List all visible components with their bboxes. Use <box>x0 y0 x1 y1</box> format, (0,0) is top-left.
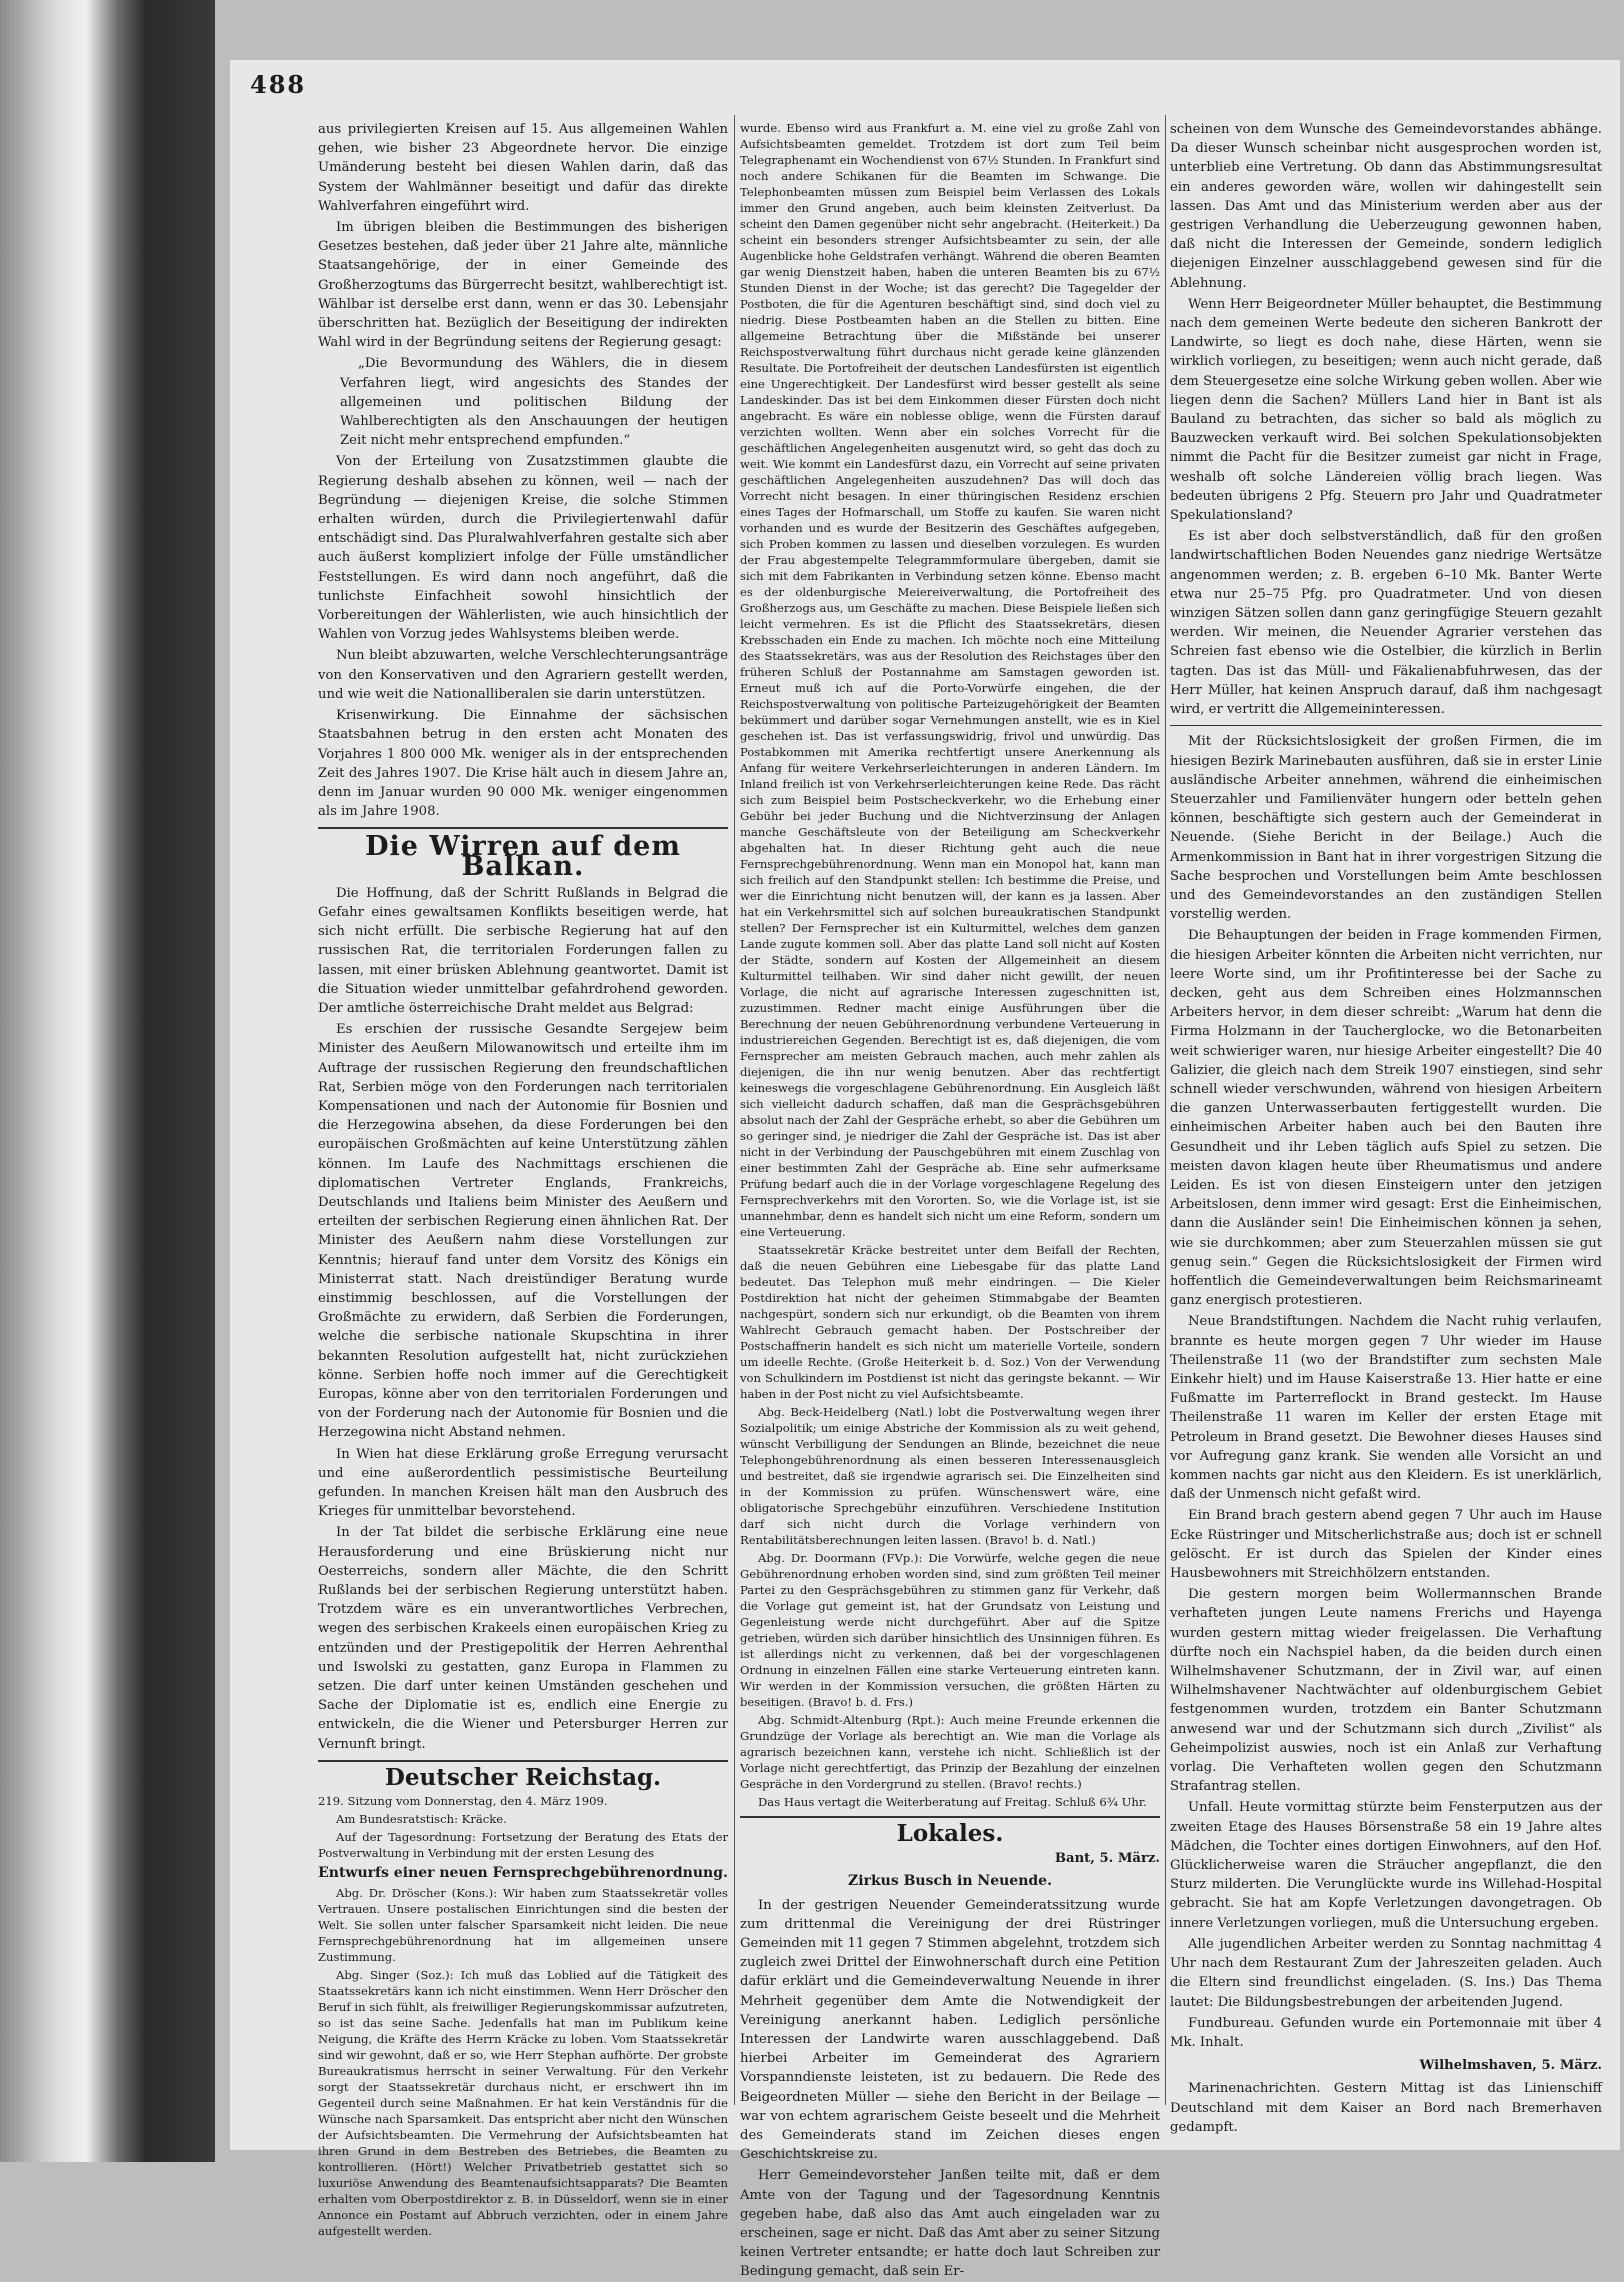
paragraph: Neue Brandstiftungen. Nachdem die Nacht ruhig verlaufen, brannte es heute morgen gegen 7 Uhr wieder im Hause Theilenstraße 11 (wo der Brandstifter zum sechsten Male Einkehr hielt) und im Hause Kaiserstraße 13. Hier hatte er eine Fußmatte im Parterreflockt in Brand gesteckt. Im Hause Theilenstraße 11 waren im Keller der ersten Etage mit Petroleum in Brand gesetzt. Die Bewohner dieses Hauses sind vor Aufregung ganz krank. Sie wenden alle Vorsicht an und kommen nachts gar nicht aus den Kleidern. Es ist unerklärlich, daß der Unmensch nicht gefaßt wird. <box>1170 1314 1602 1503</box>
paragraph: Alle jugendlichen Arbeiter werden zu Sonntag nachmittag 4 Uhr nach dem Restaurant Zum der Jahreszeiten geladen. Auch die Eltern sind freundlichst eingeladen. (S. Ins.) Das Thema lautet: Die Bildungsbestrebungen der arbeitenden Jugend. <box>1170 1936 1602 2010</box>
paragraph: Die gestern morgen beim Wollermannschen Brande verhafteten jungen Leute namens Frerichs und Hayenga wurden gestern mittag wieder freigelassen. Die Verhaftung dürfte noch ein Nachspiel haben, da die beiden durch einen Wilhelmshavener Schutzmann, der in Zivil war, auf einen Wilhelmshavener Nachtwächter auf oldenburgischem Gebiet festgenommen wurden, trotzdem ein Banter Schutzmann anwesend war und der Schutzmann sich durch „Zivilist“ als Geheimpolizist auswies, noch ist ein Anlaß zur Verhaftung vorlag. Die Verhafteten wollen gegen den Schutzmann Strafantrag stellen. <box>1170 1587 1602 1795</box>
quotation: „Die Bevormundung des Wählers, die in diesem Verfahren liegt, wird angesichts des Standes der allgemeinen und politischen Bildung der Wahlberechtigten als den Anschauungen der heutigen Zeit nicht mehr entsprechend empfunden.“ <box>340 356 728 449</box>
paragraph: aus privilegierten Kreisen auf 15. Aus allgemeinen Wahlen gehen, wie bisher 23 Abgeordnete hervor. Die einzige Umänderung besteht bei diesen Wahlen darin, daß das System der Wahlmänner beseitigt und dafür das direkte Wahlverfahren eingeführt wird. <box>318 122 728 214</box>
headline-balkan: Die Wirren auf dem Balkan. <box>365 831 681 882</box>
paragraph: Unfall. Heute vormittag stürzte beim Fensterputzen aus der zweiten Etage des Hauses Börsenstraße 58 ein 19 Jahre altes Mädchen, die Tochter eines dortigen Einwohners, auf den Hof. Glücklicherweise waren die Sträucher angepflanzt, die den Sturz milderten. Die Verunglückte wurde ins Willehad-Hospital gebracht. Sie hat am Kopfe Verletzungen davongetragen. Ob innere Verletzungen vorliegen, muß die Untersuchung ergeben. <box>1170 1800 1602 1931</box>
paragraph: Es ist aber doch selbstverständlich, daß für den großen landwirtschaftlichen Boden Neuendes ganz niedrige Wertsätze angenommen werden; z. B. ergeben 6–10 Mk. Banter Werte etwa nur 25–75 Pfg. pro Quadratmeter. Und von diesen winzigen Sätzen sollen dann ganz geringfügige Steuern gezahlt werden. Wir meinen, die Neuender Agrarier verstehen das Schreien fast ebenso wie die Ostelbier, die kürzlich in Berlin tagten. Das ist das Müll- und Fäkalienabfuhrwesen, das der Herr Müller, hat keinen Anspruch darauf, daß ihm nachgesagt wird, er vertritt die Allgemeininteressen. <box>1170 529 1602 718</box>
paragraph: In Wien hat diese Erklärung große Erregung verursacht und eine außerordentlich pessimistische Beurteilung gefunden. In manchen Kreisen hält man den Ausbruch des Krieges für unmittelbar bevorstehend. <box>318 1446 728 1520</box>
column-3 <box>1170 120 1602 2135</box>
paragraph: Von der Erteilung von Zusatzstimmen glaubte die Regierung deshalb absehen zu können, weil — nach der Begründung — diejenigen Kreise, die solche Stimmen erhalten würden, durch die Privilegiertenwahl dafür entschädigt sind. Das Pluralwahlverfahren gestalte sich aber auch äußerst kompliziert infolge der Fülle umständlicher Feststellungen. Es wird dann noch angeführt, daß die tunlichste Einfachheit sowohl hinsichtlich der Vorbereitungen der Wählerlisten, wie auch hinsichtlich der Wahlen von Vorzug jedes Wahlsystems bleiben werde. <box>318 454 728 643</box>
paragraph: Marinenachrichten. Gestern Mittag ist das Linienschiff Deutschland mit dem Kaiser an Bord nach Bremerhaven gedampft. <box>1170 2081 1602 2135</box>
section-divider <box>318 827 728 829</box>
paragraph: Herr Gemeindevorsteher Janßen teilte mit, daß er dem Amte von der Tagung und der Tagesordnung Kenntnis gegeben habe, daß also das Amt auch eingeladen war zu erscheinen, sage er nicht. Daß das Amt aber zu seiner Sitzung keinen Vertreter entsandte; er hatte doch laut Schreiben zur Bedingung gemacht, daß sein Er- <box>740 2168 1160 2280</box>
session-line: 219. Sitzung vom Donnerstag, den 4. März 1909. <box>318 1794 608 1809</box>
paragraph: Die Behauptungen der beiden in Frage kommenden Firmen, die hiesigen Arbeiter könnten die Arbeiten nicht verrichten, nur leere Worte sind, um ihr Profitinteresse bei der Sache zu decken, geht aus dem Schreiben eines Holzmannschen Arbeiters hervor, in dem dieser schreibt: „Warum hat denn die Firma Holzmann in der Taucherglocke, wo die Betonarbeiten weit schwieriger waren, nur hiesige Arbeiter eingestellt? Die 40 Galizier, die gleich nach dem Streik 1907 einstiegen, sind sehr schnell wieder verschwunden, während von hiesigen Arbeitern die ganzen Unterwasserbauten fertiggestellt wurden. Die einheimischen Arbeiter haben auch bei den Bauten ihre Gesundheit und ihr Leben täglich aufs Spiel zu setzen. Die meisten davon klagen heute über Rheumatismus und andere Leiden. Es ist von diesen Einsteigern unter den jetzigen Arbeitslosen, denn immer wird gesagt: Erst die Einheimischen, dann die Ausländer sein! Die Einheimischen können ja sehen, wie sie durchkommen; aber zum Steuerzahlen müssen sie gut genug sein.“ Gegen die Rücksichtslosigkeit der Firmen wird hoffentlich die Gemeindeverwaltungen beim Reichsmarineamt ganz energisch protestieren. <box>1170 928 1602 1309</box>
speech: Abg. Dr. Doormann (FVp.): Die Vorwürfe, welche gegen die neue Gebührenordnung erhoben worden sind, sind zum größten Teil meiner Partei zu den Gesprächsgebühren zu stimmen ganz für Verkehr, daß die Vorlage gut gemeint ist, hat der Grundsatz von Leistung und Gegenleistung werde nicht durchgeführt. Aber auf die Spitze getrieben, würden sich darüber hinsichtlich des Unsinnigen führen. Es ist allerdings nicht zu verkennen, daß bei der vorgeschlagenen Ordnung in einzelnen Fällen eine starke Verteuerung eintreten kann. Wir werden in der Kommission versuchen, die größten Härten zu beseitigen. (Bravo! b. d. Frs.) <box>740 1551 1160 1709</box>
paragraph: Mit der Rücksichtslosigkeit der großen Firmen, die im hiesigen Bezirk Marinebauten ausführen, daß sie in erster Linie ausländische Arbeiter annehmen, während die einheimischen Steuerzahler und Familienväter hungern oder betteln gehen können, beschäftigte sich gestern auch der Gemeinderat in Neuende. (Siehe Bericht in der Beilage.) Auch die Armenkommission in Bant hat in ihrer vorgestrigen Sitzung die Sache besprochen und Vorstellungen beim Amte beschlossen und des Gemeindevorstandes an den zuständigen Stellen vorstellig werden. <box>1170 734 1602 923</box>
paragraph: scheinen von dem Wunsche des Gemeindevorstandes abhänge. Da dieser Wunsch scheinbar nicht ausgesprochen worden ist, unterblieb eine Vertretung. Ob dann das Abstimmungsresultat ein anderes geworden wäre, wollen wir dahingestellt sein lassen. Das Amt und das Ministerium werden aber aus der gestrigen Verhandlung die Ueberzeugung gewonnen haben, daß nicht die Interessen der Gemeinde, sondern lediglich diejenigen Einzelner ausschlaggebend gewesen sind für die Ablehnung. <box>1170 122 1602 291</box>
closing-line: Das Haus vertagt die Weiterberatung auf Freitag. Schluß 6¾ Uhr. <box>758 1795 1147 1809</box>
section-divider <box>318 1760 728 1762</box>
paragraph: Die Hoffnung, daß der Schritt Rußlands in Belgrad die Gefahr eines gewaltsamen Konflikts beseitigen werde, hat sich nicht erfüllt. Die serbische Regierung hat auf den russischen Rat, die territorialen Forderungen fallen zu lassen, mit einer brüsken Ablehnung geantwortet. Damit ist die Situation wieder unmittelbar gefahrdrohend geworden. Der amtliche österreichische Draht meldet aus Belgrad: <box>318 885 728 1016</box>
column-rule <box>1165 115 1166 2105</box>
speech: Abg. Beck-Heidelberg (Natl.) lobt die Postverwaltung wegen ihrer Sozialpolitik; um einige Abstriche der Kommission als zu weit gehend, wünscht Verbilligung der Sendungen an Blinde, bezeichnet die neue Telephongebührenordnung als einen besseren Interessenausgleich und bestreitet, daß sie irgendwie agrarisch sei. Die Einzelheiten sind in der Kommission zu prüfen. Wünschenswert wäre, eine obligatorische Sprechgebühr einzuführen. Verschiedene Institution darf sich nicht durch die Vorlage verhindern von Rentabilitätsberechnungen leiten lassen. (Bravo! b. d. Natl.) <box>740 1405 1160 1547</box>
paragraph: Im übrigen bleiben die Bestimmungen des bisherigen Gesetzes bestehen, daß jeder über 21 Jahre alte, männliche Staatsangehörige, der in einer Gemeinde des Großherzogtums das Bürgerrecht besitzt, wahlberechtigt ist. Wählbar ist derselbe erst dann, wenn er das 30. Lebensjahr überschritten hat. Bezüglich der Beseitigung der indirekten Wahl wird in der Begründung seitens der Regierung gesagt: <box>318 220 728 351</box>
bundesrat-line: Am Bundesratstisch: Kräcke. <box>336 1812 507 1827</box>
speech: Staatssekretär Kräcke bestreitet unter dem Beifall der Rechten, daß die neuen Gebühren eine Liebesgabe für das platte Land bedeutet. Das Telephon muß mehr eindringen. — Die Kieler Postdirektion hat nicht der geheimen Stimmabgabe der Beamten nachgespürt, sondern sich nur erkundigt, ob die Beamten von ihrem Wahlrecht Gebrauch gemacht haben. Der Postschreiber der Postschaffnerin handelt es sich nicht um materielle Vorteile, sondern um ideelle Rechte. (Große Heiterkeit b. d. Soz.) Von der Verwendung von Schulkindern im Postdienst ist nicht das geringste bekannt. — Wir haben in der Post nicht zu viel Aufsichtsbeamte. <box>740 1243 1160 1401</box>
paragraph: Es erschien der russische Gesandte Sergejew beim Minister des Aeußern Milowanowitsch und erteilte ihm im Auftrage der russischen Regierung den freundschaftlichen Rat, Serbien möge von den Forderungen nach territorialen Kompensationen und nach der Autonomie für Bosnien und die Herzegowina absehen, da diese Forderungen bei den europäischen Großmächten auf keine Unterstützung zählen können. Im Laufe des Nachmittags erschienen die diplomatischen Vertreter Englands, Frankreichs, Deutschlands und Italiens beim Minister des Aeußern und erteilten der serbischen Regierung einen ähnlichen Rat. Der Minister des Aeußern nahm diese Vorstellungen zur Kenntnis; hierauf fand unter dem Vorsitz des Königs ein Ministerrat statt. Nach dreistündiger Beratung wurde einstimmig beschlossen, auf die Vorstellungen der Großmächte zu erwidern, daß Serbien die Forderungen, welche die serbische nationale Skupschtina in ihrer bekannten Resolution aufgestellt hat, nicht zurückziehen könne. Serbien hoffe noch immer auf die Gerechtigkeit Europas, könne aber von den territorialen Forderungen und von der Forderung nach der Autonomie für Bosnien und die Herzegowina nicht Abstand nehmen. <box>318 1022 728 1441</box>
paragraph: Ein Brand brach gestern abend gegen 7 Uhr auch im Hause Ecke Rüstringer und Mitscherlichstraße aus; doch ist er schnell gelöscht. Er ist durch das Spielen der Kinder eines Hausbewohners mit Streichhölzern entstanden. <box>1170 1508 1602 1582</box>
paragraph: Nun bleibt abzuwarten, welche Verschlechterungsanträge von den Konservativen und den Agrariern gestellt werden, und wie weit die Nationalliberalen sie darin unterstützen. <box>318 648 728 702</box>
column-2 <box>740 120 1160 2280</box>
speech: Abg. Schmidt-Altenburg (Rpt.): Auch meine Freunde erkennen die Grundzüge der Vorlage als berechtigt an. Wie man die Vorlage als agrarisch bezeichnen kann, verstehe ich nicht. Schließlich ist der Vorlage nicht gerechtfertigt, das Prinzip der Bezahlung der einzelnen Gespräche in den Vordergrund zu stellen. (Bravo! rechts.) <box>740 1713 1160 1791</box>
dateline: Bant, 5. März. <box>1054 1851 1160 1867</box>
speech: Abg. Dr. Dröscher (Kons.): Wir haben zum Staatssekretär volles Vertrauen. Unsere postalischen Einrichtungen sind die besten der Welt. Sie sollen unter falscher Sparsamkeit nicht leiden. Die neue Fernsprechgebührenordnung hat im allgemeinen unsere Zustimmung. <box>318 1886 728 1965</box>
paragraph: Fundbureau. Gefunden wurde ein Portemonnaie mit über 4 Mk. Inhalt. <box>1170 2015 1602 2050</box>
section-divider <box>740 1816 1160 1818</box>
headline-lokales: Lokales. <box>896 1820 1004 1847</box>
section-divider <box>1170 725 1602 726</box>
book-binding-edge <box>0 0 215 2162</box>
subheadline-zirkus: Zirkus Busch in Neuende. <box>848 1873 1052 1890</box>
speech: wurde. Ebenso wird aus Frankfurt a. M. eine viel zu große Zahl von Aufsichtsbeamten gemeldet. Trotzdem ist dort zum Teil beim Telegraphenamt ein Wochendienst von 67½ Stunden. In Frankfurt sind noch andere Schikanen für die Beamten im Schwange. Die Telephonbeamten müssen zum Beispiel beim Verlassen des Lokals immer den Grund angeben, auch beim kleinsten Zeitverlust. Da scheint den Damen gegenüber nicht sehr angebracht. (Heiterkeit.) Da scheint ein besonders strenger Aufsichtsbeamter zu sein, der alle Augenblicke hohe Geldstrafen verhängt. Während die oberen Beamten gar wenig Dienstzeit haben, haben die unteren Beamten bis zu 67½ Stunden Dienst in der Woche; ist das gerecht? Die Tagegelder der Postboten, die für die Agenturen beschäftigt sind, sind doch viel zu niedrig. Diese Postbeamten haben an die Stellen zu bitten. Eine allgemeine Betrachtung über die Mißstände bei unserer Reichspostverwaltung führt durchaus nicht gerade keine glänzenden Resultate. Die Portofreiheit der deutschen Landesfürsten ist eigentlich eine Ungerechtigkeit. Der Landesfürst wird besser gestellt als seine Landeskinder. Das ist bei dem Einkommen dieser Fürsten doch nicht angebracht. Es wäre ein noblesse oblige, wenn die Fürsten darauf verzichten wollten. Wenn aber ein solches Vorrecht für die geschäftlichen Angelegenheiten ausgenutzt wird, so geht das doch zu weit. Wie kommt ein Landesfürst dazu, ein Vorrecht auf seine privaten geschäftlichen Angelegenheiten auszudehnen? Das will doch das Vorrecht nicht besagen. In einer thüringischen Residenz erschien eines Tages der Hofmarschall, um Stoffe zu kaufen. Sie waren nicht vorhanden und es wurde der Besitzerin des Geschäftes aufgegeben, sich Proben kommen zu lassen und dieselben vorzulegen. Es wurden der Frau abgestempelte Telegrammformulare übergeben, damit sie sich mit dem Fabrikanten in Verbindung setzen könne. Ebenso macht es der oldenburgische Meiereiverwaltung, die Portofreiheit des Großherzogs aus, um Geschäfte zu machen. Diese Beispiele ließen sich leicht vermehren. Es ist die Pflicht des Staatssekretärs, diesen Krebsschaden ein Ende zu machen. Ich möchte noch eine Mitteilung des Staatssekretärs, was aus der Resolution des Reichstages über den früheren Schluß der Postannahme am Samstagen geworden ist. Erneut muß ich auf die Porto-Vorwürfe eingehen, die der Reichspostverwaltung von politische Parteizugehörigkeit der Beamten bekümmert und darüber sogar Vernehmungen anstellt, wie es in Kiel geschehen ist. Das ist verfassungswidrig, frivol und unwürdig. Das Postabkommen mit Amerika rechtfertigt unsere Anerkennung als Anfang für weitere Verkehrserleichterungen in anderen Ländern. Im Inland freilich ist von Verkehrserleichterungen keine Rede. Das rächt sich zum Beispiel beim Postscheckverkehr, wo die Erhebung einer Gebühr bei jeder Buchung und die Nichtverzinsung der Anlagen manche Geschäftsleute von der Beteiligung am Scheckverkehr abgehalten hat. In dieser Richtung geht auch die neue Fernsprechgebührenordnung. Wenn man ein Monopol hat, kann man sich freilich auf den Standpunkt stellen: Ich bestimme die Preise, und wer die Einrichtung nicht benutzen will, der kann es ja lassen. Aber hat ein Verkehrsmittel sich auf solchen bureaukratischen Standpunkt stellen? Der Fernsprecher ist ein Kulturmittel, welches dem ganzen Lande zugute kommen soll. Aber das platte Land soll nicht auf Kosten der Städte, sondern auf Kosten der Allgemeinheit an diesem Kulturmittel teilhaben. Wir sind daher nicht gewillt, der neuen Vorlage, die nicht auf agrarische Interessen zugeschnitten ist, zuzustimmen. Redner macht einige Ausführungen über die Berechnung der neuen Gebührenordnung verbundene Verteuerung in industriereichen Gegenden. Berechtigt ist es, daß diejenigen, die vom Fernsprecher am meisten Gebrauch machen, auch mehr zahlen als diejenigen, die ihn nur wenig benutzen. Aber das rechtfertigt keineswegs die vorgeschlagene Gebührenordnung. Ein Ausgleich läßt sich vielleicht dadurch schaffen, daß man die Gesprächsgebühren absolut nach der Zahl der Gespräche erhebt, so aber die Gebühren um so geringer sind, je niedriger die Zahl der Gespräche ist. Das ist aber nicht in der Verbindung der Pauschgebühren mit einem Zuschlag von einer bestimmten Zahl der Gespräche ab. Eine sehr aufmerksame Prüfung bedarf auch die in der Vorlage vorgeschlagene Regelung des Fernsprechverkehrs mit den Vororten. So, wie die Vorlage ist, ist sie unannehmbar, denn es handelt sich nicht um eine Reform, sondern um eine Verteuerung. <box>740 121 1160 1239</box>
agenda-item: Entwurfs einer neuen Fernsprechgebührenordnung. <box>318 1865 728 1882</box>
paragraph: Wenn Herr Beigeordneter Müller behauptet, die Bestimmung nach dem gemeinen Werte bedeute den sicheren Bankrott der Landwirte, so liegt es doch nahe, diese Härten, wenn sie wirklich vorliegen, zu beseitigen; wenn auch nicht gerade, daß dem Steuergesetze eine solche Wirkung geben wollen. Aber wie liegen denn die Sachen? Müllers Land hier in Bant ist als Bauland zu betrachten, das sicher so bald als möglich zu Bauzwecken verkauft wird. Bei solchen Spekulationsobjekten nimmt die Pacht für die Besitzer zumeist gar nicht in Frage, weshalb oft solche Ländereien völlig brach liegen. Was bedeuten übrigens 2 Pfg. Steuern pro Jahr und Quadratmeter Spekulationsland? <box>1170 296 1602 524</box>
page-number: 488 <box>250 70 307 99</box>
column-1 <box>318 120 728 2239</box>
paragraph: In der Tat bildet die serbische Erklärung eine neue Herausforderung und eine Brüskierung nicht nur Oesterreichs, sondern aller Mächte, die den Schritt Rußlands bei der serbischen Regierung unterstützt haben. Trotzdem wäre es ein unverantwortliches Verbrechen, wegen des serbischen Krakeels einen europäischen Krieg zu entzünden und der Prestigepolitik der Herren Aehrenthal und Iswolski zu gestatten, ganz Europa in Flammen zu setzen. Die darf unter keinen Umständen geschehen und Sache der Diplomatie ist es, endlich eine Energie zu entwickeln, die die Wiener und Petersburger Herren zur Vernunft bringt. <box>318 1525 728 1752</box>
paragraph: In der gestrigen Neuender Gemeinderatssitzung wurde zum drittenmal die Vereinigung der drei Rüstringer Gemeinden mit 11 gegen 7 Stimmen abgelehnt, trotzdem sich zugleich zwei Drittel der Einwohnerschaft durch eine Petition dafür erklärt und die Gemeindeverwaltung Neuende in ihrer Mehrheit gegenüber dem Amte die Notwendigkeit der Vereinigung anerkannt haben. Lediglich persönliche Interessen der Landwirte waren ausschlaggebend. Daß hierbei Arbeiter im Gemeinderat des Agrariern Vorspanndienste leisteten, ist zu bedauern. Die Rede des Beigeordneten Müller — siehe den Bericht in der Beilage — war von echtem agrarischem Geiste beseelt und die Mehrheit des Gemeinderats stand im Zeichen dieses engen Geschichtskreise zu. <box>740 1897 1160 2163</box>
speech: Abg. Singer (Soz.): Ich muß das Loblied auf die Tätigkeit des Staatssekretärs kann ich nicht einstimmen. Wenn Herr Dröscher den Beruf in sich fühlt, als freiwilliger Regierungskommissar aufzutreten, so ist das seine Sache. Jedenfalls hat man im Publikum keine Neigung, die Kräfte des Herrn Kräcke zu loben. Vom Staatssekretär sind wir gewohnt, daß er so, wie Herr Stephan aufhörte. Der grobste Bureaukratismus herrscht in seiner Verwaltung. Für den Verkehr sorgt der Staatssekretär durchaus nicht, er erschwert ihn im Gegenteil durch seine Maßnahmen. Er hat kein Verständnis für die Wünsche nach Sparsamkeit. Das entspricht aber nicht den Wünschen der Aufsichtsbeamten. Die Vermehrung der Aufsichtsbeamten hat ihren Grund in dem Bestreben des Betriebes, die Beamten zu kontrollieren. (Hört!) Welcher Privatbetrieb gestattet sich so luxuriöse Anwendung des Beamtenaufsichtsapparats? Die Beamten erhalten vom Oberpostdirektor z. B. in Düsseldorf, wenn sie in einer Annonce ein Postamt auf Abbruch verzichten, oder in einem Jahre aufgestellt werden. <box>318 1968 728 2239</box>
headline-reichstag: Deutscher Reichstag. <box>384 1763 662 1791</box>
agenda-line: Auf der Tagesordnung: Fortsetzung der Beratung des Etats der Postverwaltung in Verbindung mit der ersten Lesung des <box>318 1830 728 1861</box>
column-rule <box>734 115 735 2105</box>
dateline: Wilhelmshaven, 5. März. <box>1419 2058 1602 2074</box>
paragraph-krisenwirkung: Krisenwirkung. Die Einnahme der sächsischen Staatsbahnen betrug in den ersten acht Monaten des Vorjahres 1 800 000 Mk. weniger als in der entsprechenden Zeit des Jahres 1907. Die Krise hält auch in diesem Jahre an, denn im Januar wurden 90 000 Mk. weniger eingenommen als im Jahre 1908. <box>318 708 728 820</box>
